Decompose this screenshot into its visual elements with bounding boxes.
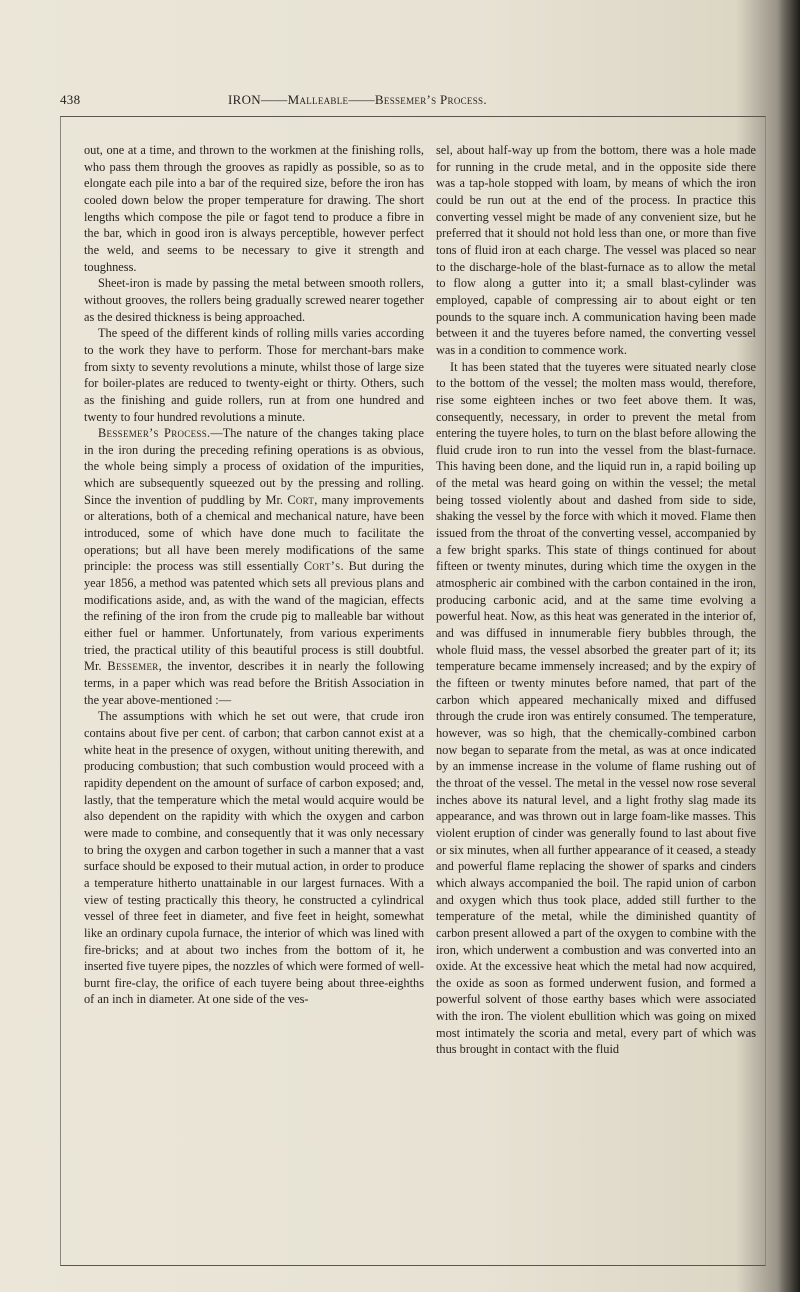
paragraph-bessemer: [84, 425, 424, 708]
running-head-subject: ——Malleable——Bessemer’s Process.: [260, 92, 487, 107]
running-head-iron: IRON: [228, 92, 261, 107]
paragraph: The assumptions with which he set out were, that crude iron contains about five per cent. of carbon; that carbon cannot exist at a white heat in the presence of oxygen, without uniting therewith, and producing combustion; that such combustion would proceed with a rapidity dependent on the amount of surface of carbon exposed; and, lastly, that the temperature which the metal would acquire would be also dependent on the rapidity with which the oxygen and carbon were made to combine, and consequently that it was only necessary to bring the oxygen and carbon together in such a manner that a vast surface should be exposed to their mutual action, in order to produce a temperature hitherto unattainable in our largest furnaces. With a view of testing practically this theory, he constructed a cylindrical vessel of three feet in diameter, and five feet in height, somewhat like an ordinary cupola furnace, the interior of which was lined with fire-bricks; and at about two inches from the bottom of it, he inserted five tuyere pipes, the nozzles of which were formed of well-burnt fire-clay, the orifice of each tuyere being about three-eighths of an inch in diameter. At one side of the ves-: [84, 709, 424, 1007]
name-cort: Cort: [287, 492, 315, 507]
text-run: , many improvements or alterations, both of a chemical and mechanical nature, have been introduced, some of which have done much to facilitate the operations; but all have been merely modifications of the same principle: the process was still essentially: [84, 492, 424, 574]
name-bessemer: Bessemer: [107, 659, 159, 674]
running-head: [228, 92, 487, 108]
paragraph: sel, about half-way up from the bottom, there was a hole made for running in the crude metal, and in the opposite side there was a tap-hole stopped with loam, by means of which the iron could be run out at the end of the process. In practice this converting vessel might be made of any convenient size, but he preferred that it should not hold less than one, or more than five tons of fluid iron at each charge. The vessel was placed so near to the discharge-hole of the blast-furnace as to allow the metal to flow along a gutter into it; a small blast-cylinder was employed, capable of compressing air to about eight or ten pounds to the square inch. A communication having been made between it and the tuyeres before named, the converting vessel was in a condition to commence work.: [436, 143, 756, 357]
name-cort-possessive: Cort’s: [303, 559, 341, 574]
right-column: [436, 142, 756, 1252]
page-number: 438: [60, 92, 81, 107]
page-edge-shadow: [778, 0, 800, 1292]
text-run: . But during the year 1856, a method was patented which sets all previous plans and modifications aside, and, as with the wand of the magician, effects the refining of the iron from the crude pig to malleable bar without either fuel or hammer. Unfortunately, from various experiments tried, the practical utility of this beautiful process is still doubtful. Mr.: [84, 559, 424, 674]
paragraph: out, one at a time, and thrown to the workmen at the finishing rolls, who pass them through the grooves as rapidly as possible, so as to elongate each pile into a bar of the required size, before the iron has cooled down below the proper temperature for drawing. The short lengths which compose the pile or fagot tend to produce a fibre in the bar, which in good iron is always perceptible, however perfect the weld, and seems to be necessary to give it strength and toughness.: [84, 143, 424, 274]
left-column: [84, 142, 424, 1252]
page-header: [60, 92, 760, 116]
paragraph: It has been stated that the tuyeres were situated nearly close to the bottom of the vessel; the molten mass would, therefore, rise some eighteen inches or two feet above them. It was, consequently, necessary, in order to prevent the metal from entering the tuyere holes, to turn on the blast before allowing the fluid crude iron to run into the vessel from the blast-furnace. This having been done, and the liquid run in, a rapid boiling up of the metal was heard going on within the vessel; the metal being tossed violently about and dashed from side to side, shaking the vessel by the force with which it moved. Flame then issued from the throat of the converting vessel, accompanied by a few bright sparks. This state of things continued for about fifteen or twenty minutes, during which time the oxygen in the atmospheric air combined with the carbon contained in the iron, producing carbonic acid, and at the same time evolving a powerful heat. Now, as this heat was generated in the interior of, and was diffused in innumerable fiery bubbles through, the whole fluid mass, the vessel absorbed the greater part of it; its temperature became immensely increased; and by the expiry of the fifteen or twenty minutes before named, that part of the carbon which appeared mechanically mixed and diffused through the crude iron was entirely consumed. The temperature, however, was so high, that the chemically-combined carbon now began to separate from the metal, as was at once indicated by an immense increase in the volume of flame rushing out of the throat of the vessel. The metal in the vessel now rose several inches above its natural level, and a light frothy slag made its appearance, and was thrown out in large foam-like masses. This violent eruption of cinder was generally found to last about five or six minutes, when all further appearance of it ceased, a steady and powerful flame replacing the shower of sparks and cinders which always accompanied the boil. The rapid union of carbon and oxygen which thus took place, added still further to the temperature of the metal, while the diminished quantity of carbon present allowed a part of the oxygen to combine with the iron, which underwent a combustion and was converted into an oxide. At the excessive heat which the metal had now acquired, the oxide as soon as formed underwent fusion, and formed a powerful solvent of those earthy bases which were associated with the iron. The violent ebullition which was going on mixed most intimately the scoria and metal, every part of which was thus brought in contact with the fluid: [436, 359, 756, 1057]
paragraph: Sheet-iron is made by passing the metal between smooth rollers, without grooves, the rollers being gradually screwed nearer together as the desired thickness is being approached.: [84, 276, 424, 324]
text-run: , the inventor, describes it in nearly the following terms, in a paper which was read before the British Association in the year above-mentioned :—: [84, 659, 424, 707]
text-run: —The nature of the changes taking place in the iron during the preceding refining operations is as obvious, the whole being simply a process of oxidation of the impurities, which are subsequently squeezed out by the pressing and rolling. Since the invention of puddling by Mr.: [84, 426, 424, 507]
paragraph: The speed of the different kinds of rolling mills varies according to the work they have to perform. Those for merchant-bars make from sixty to seventy revolutions a minute, whilst those of large size for boiler-plates are reduced to twenty-eight or thirty. Others, such as the finishing and guide rollers, run at from one hundred and twenty to four hundred revolutions a minute.: [84, 326, 424, 424]
section-heading: Bessemer’s Process.: [98, 426, 211, 441]
